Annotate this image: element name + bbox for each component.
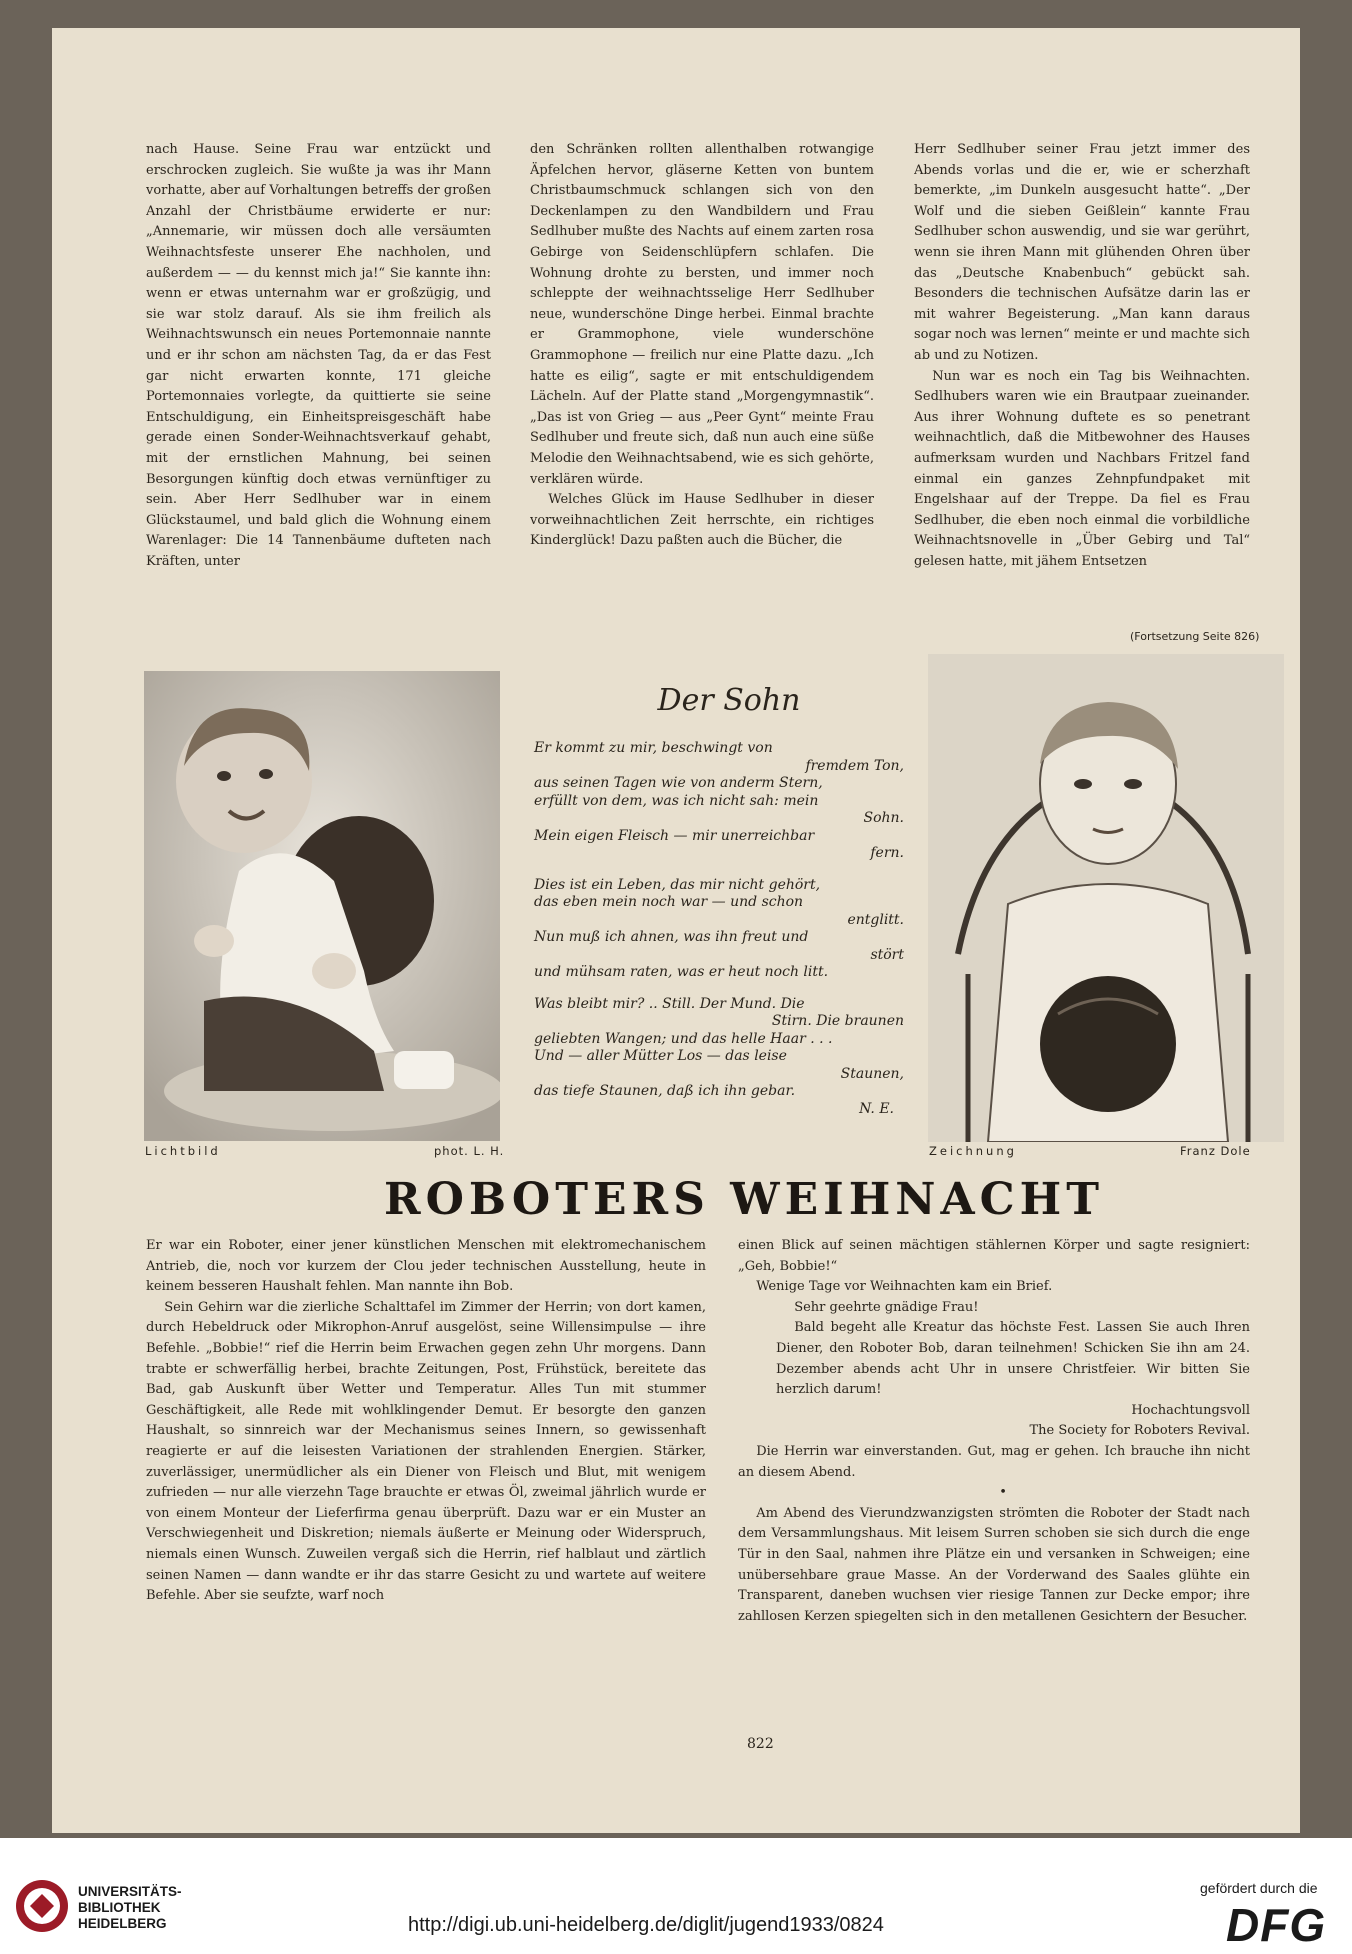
story-right-p4: Am Abend des Vierundzwanzigsten strömten die Roboter der Stadt nach dem Versammlungshaus. Mit leisem Surren schoben sie sich durch die enge Tür in den Saal, nahmen ihre Plätze ein und versanken in Schweigen; eine unübersehbare graue Masse. An der Vorderwand des Saales glühte ein Transparent, daneben wuchsen vier riesige Tannen zur Decke empor; ihre zahllosen Kerzen spiegelten sich in den metallenen Gesichtern der Besucher.: [738, 1505, 1250, 1624]
story-right-p3: Die Herrin war einverstanden. Gut, mag er gehen. Ich brauche ihn nicht an diesem Abend.: [738, 1443, 1250, 1480]
letter-closing: Hochachtungsvoll: [1131, 1402, 1250, 1418]
poem-line: das eben mein noch war — und schon: [534, 894, 804, 910]
left-column-text: nach Hause. Seine Frau war entzückt und erschrocken zugleich. Sie wußte ja was ihr Mann vorhatte, aber auf Vorhaltungen betreffs der großen Anzahl der Christbäume erwiderte er nur: „Annemarie, wir müssen doch alle versäumten Weihnachtsfeste unserer Ehe nachholen, und außerdem — — du kennst mich ja!“ Sie kannte ihn: wenn er etwas unternahm war er großzügig, und sie war stolz darauf. Als sie ihm freilich als Weihnachtswunsch ein neues Portemonnaie nannte und er ihr schon am nächsten Tag, da er das Fest gar nicht erwarten konnte, 171 gleiche Portemonnaies vorlegte, da quittierte sie seine Entschuldigung, ein Einheitspreisgeschäft habe gerade einen Sonder-Weihnachtsverkauf gehabt, mit der ernstlichen Mahnung, bei seinen Besorgungen künftig doch etwas vernünftiger zu sein. Aber Herr Sedlhuber war in einem Glückstaumel, und bald glich die Wohnung einem Warenlager: Die 14 Tannenbäume dufteten nach Kräften, unter: [146, 142, 491, 569]
poem-line: Stirn. Die braunen: [771, 1013, 904, 1029]
poem-line: geliebten Wangen; und das helle Haar . . .: [534, 1030, 833, 1047]
letter-signature: The Society for Roboters Revival.: [1029, 1423, 1250, 1439]
middle-column-p1: den Schränken rollten allenthalben rotwangige Äpfelchen hervor, gläserne Ketten von buntem Christbaumschmuck schlangen sich von den Deckenlampen zu den Wandbildern und Frau Sedlhuber mußte des Nachts auf einem zarten rosa Gebirge von Seidenschlüpfern schlafen. Die Wohnung drohte zu bersten, und immer noch schleppte der weihnachtsselige Herr Sedlhuber neue, wunderschöne Dinge herbei. Einmal brachte er Grammophone, viele wunderschöne Grammophone — freilich nur eine Platte dazu. „Ich hatte es eilig“, sagte er mit entschuldigendem Lächeln. Auf der Platte stand „Morgengymnastik“. „Das ist von Grieg — aus „Peer Gynt“ meinte Frau Sedlhuber und freute sich, daß nun auch eine süße Melodie den Weihnachtsabend, wie es sich gehörte, verklären würde.: [530, 142, 874, 487]
poem-line: Staunen,: [840, 1065, 904, 1082]
library-name-line-1: UNIVERSITÄTS-: [78, 1884, 182, 1899]
poem-line: Dies ist ein Leben, das mir nicht gehört,: [534, 876, 821, 893]
poem-title: Der Sohn: [657, 683, 801, 718]
poem-line: stört: [870, 946, 904, 963]
middle-column: [530, 140, 874, 628]
poem-line: und mühsam raten, was er heut noch litt.: [534, 964, 829, 980]
poem-line: Nun muß ich ahnen, was ihn freut und: [534, 929, 809, 945]
story-right-p2: Wenige Tage vor Weihnachten kam ein Brief.: [756, 1279, 1053, 1295]
middle-column-p2: Welches Glück im Hause Sedlhuber in dieser vorweihnachtlichen Zeit herrschte, ein richtiges Kinderglück! Dazu paßten auch die Bücher, die: [530, 492, 874, 549]
continuation-note: (Fortsetzung Seite 826): [1130, 630, 1260, 643]
poem-line: entglitt.: [847, 911, 904, 928]
right-column: [914, 140, 1250, 628]
poem-line: Was bleibt mir? .. Still. Der Mund. Die: [534, 995, 805, 1012]
story-left-p2: Sein Gehirn war die zierliche Schalttafel im Zimmer der Herrin; von dort kamen, durch Hebeldruck oder Mikrophon-Anruf ausgelöst, seine Willensimpulse — ihre Befehle. „Bobbie!“ rief die Herrin beim Erwachen gegen zehn Uhr morgens. Dann trabte er schwerfällig herbei, brachte Zeitungen, Post, Frühstück, bereitete das Bad, gab Auskunft über Wetter und Temperatur. Alles Tun mit stummer Geschäftigkeit, alle Rede mit wohlklingender Demut. Er besorgte den ganzen Haushalt, so sinnreich war der Mechanismus seines Innern, so gewissenhaft reagierte er auf die leisesten Variationen der strahlenden Energien. Stärker, zuverlässiger, unermüdlicher als ein Diener von Fleisch und Blut, mit wenigem zufrieden — nur alle vierzehn Tage brauchte er etwas Öl, zweimal jährlich wurde er von einem Monteur der Lieferfirma genau überprüft. Dazu war er ein Muster an Verschwiegenheit und Diskretion; niemals äußerte er Meinung oder Widerspruch, niemals einen Wunsch. Zuweilen vergaß sich die Herrin, rief halblaut und zärtlich seinen Namen — dann wandte er ihr das starre Gesicht zu und wartete auf weitere Befehle. Aber sie seufzte, warf noch: [146, 1299, 706, 1604]
poem-line: das tiefe Staunen, daß ich ihn gebar.: [534, 1083, 796, 1099]
poem-line: Sohn.: [863, 810, 904, 826]
story-left-p1: Er war ein Roboter, einer jener künstlichen Menschen mit elektromechanischem Antrieb, die, noch vor kurzem der Clou jeder technischen Ausstellung, heute in keinem besseren Haushalt fehlen. Man nannte ihn Bob.: [146, 1238, 706, 1295]
child-photo-illustration: [144, 671, 500, 1141]
left-column: [146, 140, 491, 628]
library-name-line-2: BIBLIOTHEK: [78, 1900, 161, 1915]
poem-line: fremdem Ton,: [805, 757, 904, 774]
section-mark: •: [999, 1485, 1007, 1501]
poem-line: fern.: [870, 845, 904, 861]
left-photo-label: Lichtbild: [145, 1144, 221, 1158]
poem-line: Und — aller Mütter Los — das leise: [534, 1048, 787, 1064]
poem-line: Er kommt zu mir, beschwingt von: [534, 740, 773, 756]
dfg-logo: DFG: [1226, 1899, 1327, 1951]
boy-drawing-illustration: [928, 654, 1284, 1142]
library-logo-icon: [12, 1876, 72, 1936]
poem-line: Mein eigen Fleisch — mir unerreichbar: [534, 827, 815, 844]
source-url[interactable]: http://digi.ub.uni-heidelberg.de/diglit/jugend1933/0824: [408, 1914, 884, 1936]
story-right-p1: einen Blick auf seinen mächtigen stählernen Körper und sagte resigniert: „Geh, Bobbie!“: [738, 1238, 1250, 1274]
footer-bar: [0, 1838, 1352, 1954]
letter-body: Bald begeht alle Kreatur das höchste Fest. Lassen Sie auch Ihren Diener, den Roboter Bob, daran teilnehmen! Schicken Sie ihn am 24. Dezember abends acht Uhr in unsere Christfeier. Wir bitten Sie herzlich darum!: [776, 1320, 1250, 1398]
left-photo-credit: phot. L. H.: [434, 1144, 505, 1158]
poem: [534, 740, 954, 1118]
boy-drawing: [928, 654, 1284, 1142]
right-photo-credit: Franz Dole: [1180, 1144, 1251, 1158]
story-left-column: [146, 1236, 706, 1706]
right-column-p2: Nun war es noch ein Tag bis Weihnachten. Sedlhubers waren wie ein Brautpaar zueinander. Aus ihrer Wohnung duftete es so penetrant weihnachtlich, daß die Mitbewohner des Hauses aufmerksam wurden und Nachbars Fritzel fand einmal ein ganzes Zehnpfundpaket mit Engelshaar auf der Treppe. Da fiel es Frau Sedlhuber, die eben noch einmal die vorbildliche Weihnachtsnovelle in „Über Gebirg und Tal“ gelesen hatte, mit jähem Entsetzen: [914, 368, 1250, 569]
child-photo: [144, 671, 500, 1141]
poem-line: erfüllt von dem, was ich nicht sah: mein: [534, 792, 819, 809]
story-headline: ROBOTERS WEIHNACHT: [384, 1174, 1104, 1225]
right-photo-label: Zeichnung: [929, 1144, 1017, 1158]
story-right-column: [738, 1236, 1250, 1706]
letter-salutation: Sehr geehrte gnädige Frau!: [794, 1299, 979, 1315]
library-name: [78, 1884, 182, 1932]
funding-note: gefördert durch die: [1200, 1880, 1318, 1896]
magazine-page: [52, 28, 1300, 1833]
right-column-p1: Herr Sedlhuber seiner Frau jetzt immer des Abends vorlas und die er, wie er scherzhaft bemerkte, „im Dunkeln ausgesucht hatte“. „Der Wolf und die sieben Geißlein“ kannte Frau Sedlhuber schon auswendig, und sie war gerührt, wenn sie ihren Mann mit glühenden Ohren über das „Deutsche Knabenbuch“ gebückt sah. Besonders die technischen Aufsätze darin las er mit wahrer Begeisterung. „Man kann daraus sogar noch was lernen“ meinte er und machte sich ab und zu Notizen.: [914, 142, 1250, 363]
library-name-line-3: HEIDELBERG: [78, 1916, 167, 1931]
poem-author: N. E.: [859, 1100, 894, 1117]
poem-line: aus seinen Tagen wie von anderm Stern,: [534, 775, 823, 791]
page-number: 822: [747, 1736, 774, 1752]
